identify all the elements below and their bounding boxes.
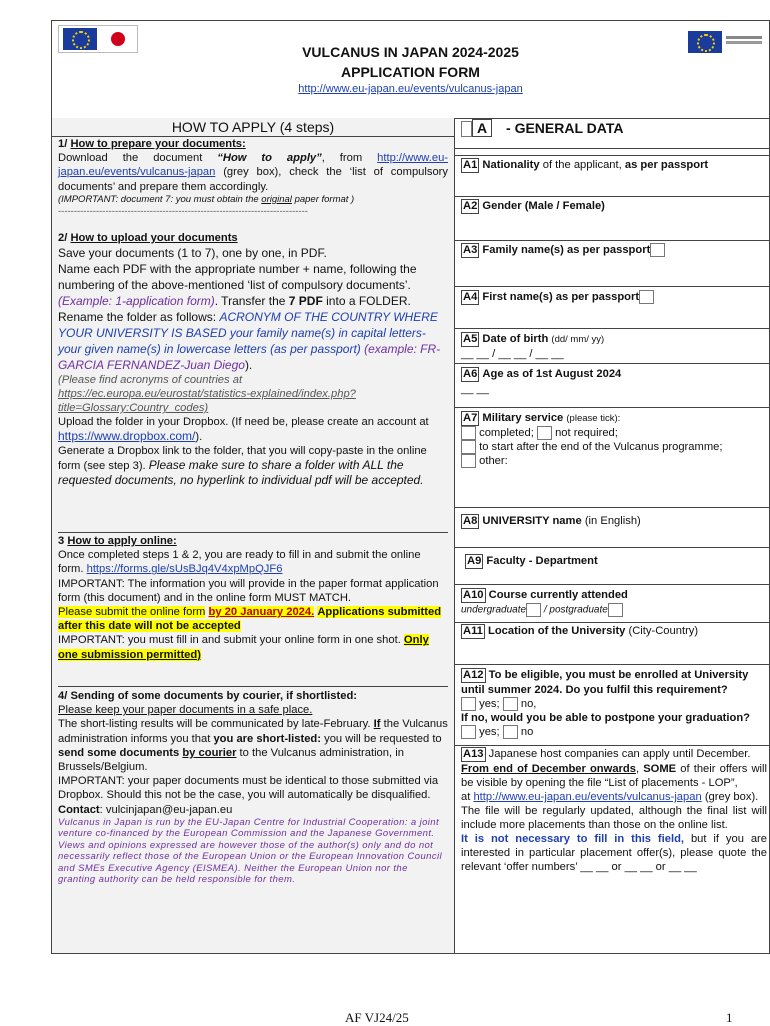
form-frame [51, 20, 770, 954]
section-checkbox[interactable] [461, 121, 472, 137]
step-4: 4/ Sending of some documents by courier, if shortlisted: Please keep your paper documents in a safe place. The short-listing results will be communicated by late-February. If the Vulcanus administration informs you that you are short-listed: you will be requested to send some documents by courier to the Vulcanus administration, in Brussels/Belgium. IMPORTANT: your paper documents must be identical to those submitted via Dropbox. Should this not be the case, you will automatically be disqualified. Contact: vulcinjapan@eu-japan.eu Vulcanus in Japan is run by the EU-Japan Centre for Industrial Cooperation: a joint venture co-financed by the European Commission and the Japanese Government. Views and opinions expressed are however those of the author(s) only and do not necessarily reflect those of the European Union or the European Innovation Council and SMEs Executive Agency (EISMEA). Neither the European Union nor the granting authority can be held responsible for them. [58, 690, 448, 886]
field-a5[interactable]: A5 Date of birth (dd/ mm/ yy) __ __ / __ __ / __ __ [461, 333, 605, 360]
contact-email: : vulcinjapan@eu-japan.eu [99, 803, 233, 816]
field-a2[interactable]: A2 Gender (Male / Female) [463, 200, 605, 212]
step-3: 3 How to apply online: Once completed steps 1 & 2, you are ready to fill in and submit the online form. https://forms.gle/sUsBJq4V4xpMpQJF6 IMPORTANT: The information you will provide in the paper format application form (this document) and in the online form MUST MATCH. Please submit the online form by 20 January 2024. Applications submitted after this date will not be accepted IMPORTANT: you must fill in and submit your online form in one shot. Only one submission permitted) [58, 535, 442, 661]
field-a1[interactable]: A1 Nationality of the applicant, as per passport [463, 159, 709, 171]
field-a13: A13 Japanese host companies can apply until December. From end of December onwards, SOME of their offers will be visible by opening the file “List of placements - LOP”, at http://www.eu-japan.eu/events/vulcanus-japan (grey box). The file will be regularly updated, although the final list will include more placements than those on the online list. It is not necessary to fill in this field, but if you are interested in particular placement offer(s), please quote the relevant ‘offer numbers’ __ __ or __ __ or __ __ [461, 748, 768, 873]
how-to-apply-link[interactable]: http://www.eu-japan.eu/events/vulcanus-japan [58, 152, 449, 179]
row-line [455, 240, 770, 241]
field-a4[interactable]: A4 First name(s) as per passport [461, 290, 767, 305]
eurostat-link[interactable]: https://ec.europa.eu/eurostat/statistics-explained/index.php?title=Glossary:Country_codes) [58, 388, 356, 414]
lop-link[interactable]: http://www.eu-japan.eu/events/vulcanus-japan [473, 791, 702, 803]
page-number: 1 [726, 1010, 733, 1025]
offer-number-blanks[interactable]: __ __ or __ __ or __ __ [580, 861, 697, 873]
a4-box[interactable] [639, 290, 654, 304]
row-line [455, 328, 770, 329]
military-after-checkbox[interactable] [461, 440, 476, 454]
field-a6[interactable]: A6 Age as of 1st August 2024 __ __ [461, 368, 622, 395]
row-line [455, 196, 770, 197]
step-1: 1/ How to prepare your documents: Download the document “How to apply”, from http://www.eu-japan.eu/events/vulcanus-japan (grey box), check the ‘list of compulsory documents’ and prepare them accordingly. (IMPORTANT: document 7: you must obtain the original paper format ) ------------------------------------------------------------------------------- [58, 138, 449, 217]
military-other-checkbox[interactable] [461, 454, 476, 468]
disclaimer-2: Views and opinions expressed are however those of the author(s) only and do not necessarily reflect those of the European Union or the European Innovation Council and SMEs Executive Agency (EISMEA). Neither the European Union nor the granting authority can be held responsible for them. [58, 839, 442, 886]
dropbox-link[interactable]: https://www.dropbox.com/ [58, 429, 196, 443]
row-line [455, 622, 770, 623]
program-link[interactable]: http://www.eu-japan.eu/events/vulcanus-japan [298, 83, 523, 95]
field-a3[interactable]: A3 Family name(s) as per passport [461, 243, 767, 258]
field-a11[interactable]: A11 Location of the University (City-Country) [463, 625, 699, 637]
military-not-required-checkbox[interactable] [537, 426, 552, 440]
enrolled-yes-checkbox[interactable] [461, 697, 476, 711]
footer-code: AF VJ24/25 [345, 1010, 409, 1025]
row-line [455, 664, 770, 665]
row-line [455, 745, 770, 746]
form-subtitle: APPLICATION FORM [341, 64, 480, 80]
military-completed-checkbox[interactable] [461, 426, 476, 440]
divider [58, 532, 448, 533]
how-to-apply-column [52, 118, 455, 953]
postpone-yes-checkbox[interactable] [461, 725, 476, 739]
field-a8[interactable]: A8 UNIVERSITY name (in English) [463, 515, 641, 527]
online-form-link[interactable]: https://forms.gle/sUsBJq4V4xpMpQJF6 [86, 563, 283, 576]
row-line [455, 584, 770, 585]
form-title: VULCANUS IN JAPAN 2024-2025 [302, 44, 519, 60]
row-line [455, 507, 770, 508]
step-2: 2/ How to upload your documents Save your documents (1 to 7), one by one, in PDF. Name each PDF with the appropriate number + name, following the numbering of the above-mentioned ‘list of compulsory documents’. (Example: 1-application form). Transfer the 7 PDF into a FOLDER. Rename the folder as follows: ACRONYM OF THE COUNTRY WHERE YOUR UNIVERSITY IS BASED your family name(s) in capital letters- your given name(s) in lowercase letters (as per passport) (example: FR-GARCIA FERNANDEZ-Juan Diego). (Please find acronyms of countries at https://ec.europa.eu/eurostat/statistics-explained/index.php?title=Glossary:Country_codes) Upload the folder in your Dropbox. (If need be, please create an account at https://www.dropbox.com/). Generate a Dropbox link to the folder, that you will copy-paste in the online form (see step 3). Please make sure to share a folder with ALL the requested documents, no hyperlink to individual pdf will be accepted. [58, 232, 441, 487]
row-line [455, 155, 770, 156]
field-a7: A7 Military service (please tick): completed; not required; to start after the end of the Vulcanus programme; other: [463, 412, 723, 468]
row-line [455, 407, 770, 408]
field-a12: A12 To be eligible, you must be enrolled at University until summer 2024. Do you fulfil this requirement? yes; no, If no, would you be able to postpone your graduation? yes; no [461, 669, 751, 739]
a3-box[interactable] [650, 243, 665, 257]
general-data-column [455, 118, 770, 953]
field-a9[interactable]: A9 Faculty - Department [467, 555, 598, 567]
postgraduate-checkbox[interactable] [608, 603, 623, 617]
postpone-no-checkbox[interactable] [503, 725, 518, 739]
form-header [52, 21, 769, 119]
row-line [455, 286, 770, 287]
divider [58, 686, 448, 687]
section-a-heading: A - GENERAL DATA [455, 118, 770, 149]
row-line [455, 547, 770, 548]
row-line [455, 363, 770, 364]
disclaimer-1: Vulcanus in Japan is run by the EU-Japan Centre for Industrial Cooperation: a joint venture co-financed by the European Commission and the Japanese Government. [58, 816, 440, 840]
how-to-apply-heading: HOW TO APPLY (4 steps) [52, 118, 454, 137]
enrolled-no-checkbox[interactable] [503, 697, 518, 711]
logo-text-lines [726, 36, 762, 39]
field-a10: A10 Course currently attended undergraduate / postgraduate [461, 589, 628, 616]
undergraduate-checkbox[interactable] [526, 603, 541, 617]
